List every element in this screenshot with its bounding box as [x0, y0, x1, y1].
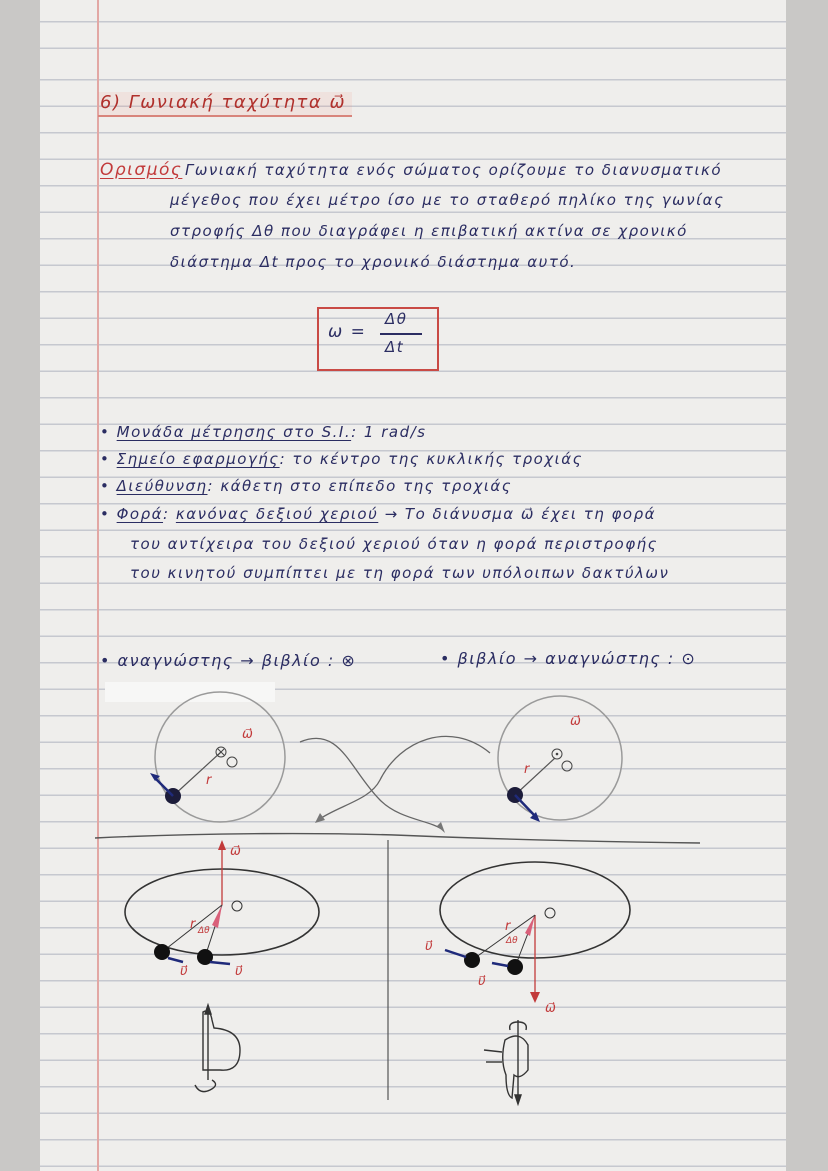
velocity-label: υ⃗ [180, 964, 188, 979]
property-label: Διεύθυνση [116, 477, 208, 495]
definition-label: Ορισμός [100, 160, 183, 180]
particle [464, 952, 480, 968]
property-text: : κάθετη στο επίπεδο της τροχιάς [207, 477, 513, 495]
formula-denominator: Δt [385, 338, 405, 356]
right-hand-thumb-down-icon [484, 1020, 528, 1104]
particle [154, 944, 170, 960]
definition-line: Γωνιακή ταχύτητα ενός σώματος ορίζουμε το διανυσματικό [185, 161, 723, 179]
radius-label: r [190, 917, 196, 932]
velocity-label: υ⃗ [425, 939, 433, 954]
property-application: • Σημείο εφαρμογής: το κέντρο της κυκλικής τροχιάς [100, 450, 583, 468]
definition-line: στροφής Δθ που διαγράφει η επιβατική ακτίνα σε χρονικό [170, 222, 688, 240]
angle-label: Δθ [506, 936, 518, 946]
property-label: Φορά [116, 505, 164, 523]
property-text: : [163, 505, 170, 523]
definition-line: διάστημα Δt προς το χρονικό διάστημα αυτό. [170, 253, 577, 271]
angle-label: Δθ [198, 926, 210, 936]
property-direction: • Διεύθυνση: κάθετη στο επίπεδο της τροχιάς [100, 477, 513, 495]
velocity-label: υ⃗ [478, 974, 486, 989]
divider-horizontal [95, 834, 700, 843]
direction-out-of-page: • βιβλίο → αναγνώστης : ⊙ [440, 649, 697, 668]
property-unit: • Μονάδα μέτρησης στο S.I.: 1 rad/s [100, 423, 427, 441]
omega-label: ω⃗ [570, 714, 581, 729]
property-label: Μονάδα μέτρησης στο S.I. [116, 423, 352, 441]
omega-label: ω⃗ [242, 727, 253, 742]
particle [507, 959, 523, 975]
radius-label: r [505, 919, 511, 934]
section-title: 6) Γωνιακή ταχύτητα ω⃗ [98, 92, 352, 117]
formula-numerator: Δθ [385, 310, 408, 328]
formula-lhs: ω = [328, 322, 367, 342]
property-sense-cont: του αντίχειρα του δεξιού χεριού όταν η φορά περιστροφής [130, 535, 658, 553]
definition-line: μέγεθος που έχει μέτρο ίσο με το σταθερό πηλίκο της γωνίας [170, 191, 725, 209]
omega-label: ω⃗ [545, 1001, 556, 1016]
velocity-label: υ⃗ [235, 964, 243, 979]
direction-into-page: • αναγνώστης → βιβλίο : ⊗ [100, 651, 357, 670]
property-sense-cont: του κινητού συμπίπτει με τη φορά των υπόλοιπων δακτύλων [130, 564, 670, 582]
property-sense: • Φορά: κανόνας δεξιού χεριού → Το διάνυσμα ω⃗ έχει τη φορά [100, 505, 656, 523]
property-text: → Το διάνυσμα ω⃗ έχει τη φορά [384, 505, 656, 523]
property-text: : το κέντρο της κυκλικής τροχιάς [279, 450, 583, 468]
property-text: : 1 rad/s [351, 423, 427, 441]
right-hand-thumb-up-icon [195, 1005, 240, 1092]
omega-label: ω⃗ [230, 844, 241, 859]
radius-label: r [524, 762, 530, 777]
property-label: Σημείο εφαρμογής [116, 450, 280, 468]
radius-label: r [206, 773, 212, 788]
right-hand-rule: κανόνας δεξιού χεριού [175, 505, 379, 523]
